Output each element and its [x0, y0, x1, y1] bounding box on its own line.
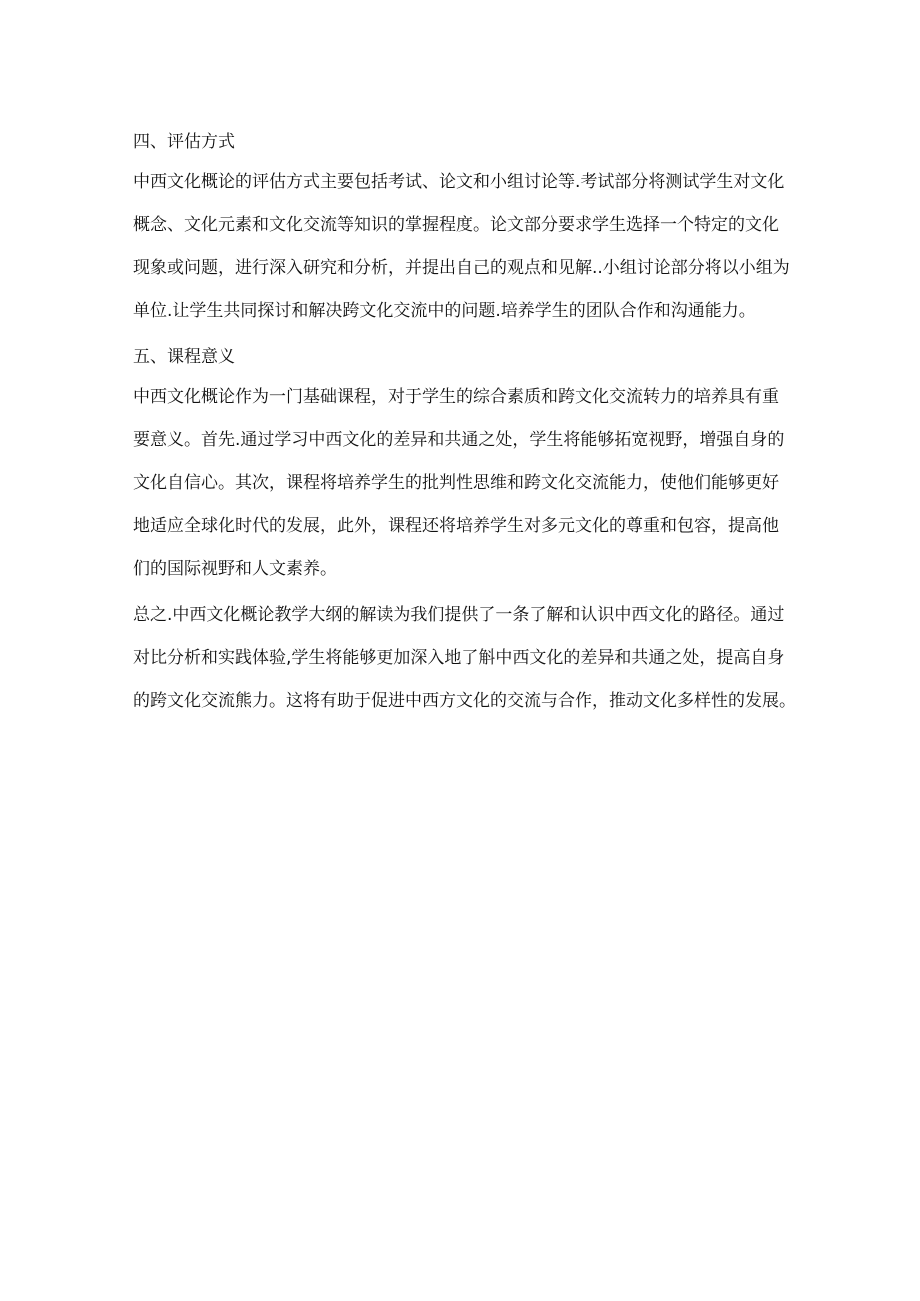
paragraph-line: 中西文化概论的评估方式主要包括考试、论文和小组讨论等.考试部分将测试学生对文化 — [133, 172, 785, 192]
paragraph-line: 单位.让学生共同探讨和解决跨文化交流中的问题.培养学生的团队合作和沟通能力。 — [133, 301, 756, 321]
paragraph-line: 文化自信心。其次，课程将培养学生的批判性思维和跨文化交流能力，使他们能够更好 — [133, 473, 779, 493]
document-body — [133, 124, 796, 729]
conclusion-paragraph — [133, 597, 796, 726]
paragraph-line: 的跨文化交流熊力。这将有助于促进中西方文化的交流与合作，推动文化多样性的发展。 — [133, 691, 796, 711]
paragraph-line: 们的国际视野和人文素养。 — [133, 559, 337, 579]
paragraph-line: 对比分析和实践体验,学生将能够更加深入地了斛中西文化的差异和共通之处，提高自身 — [133, 648, 785, 668]
section-heading-assessment: 四、评估方式 — [133, 132, 235, 152]
paragraph-line: 地适应全球化时代的发展，此外，课程还将培养学生对多元文化的尊重和包容，提高他 — [133, 516, 779, 536]
paragraph-line: 总之.中西文化概论教学大纲的解读为我们提供了一条了解和认识中西文化的路径。通过 — [133, 605, 785, 625]
paragraph-line: 概念、文化元素和文化交流等知识的掌握程度。论文部分要求学生选择一个特定的文化 — [133, 215, 779, 235]
assessment-paragraph — [133, 164, 793, 336]
paragraph-line: 要意义。首先.通过学习中西文化的差异和共通之处，学生将能够拓宽视野，增强自身的 — [133, 430, 785, 450]
section-heading-significance: 五、课程意义 — [133, 347, 235, 367]
paragraph-line: 现象或问题，进行深入研究和分析，并提出自己的观点和见解..小组讨论部分将以小组为 — [133, 258, 790, 278]
paragraph-line: 中西文化概论作为一门基础课程，对于学生的综合素质和跨文化交流转力的培养具有重 — [133, 387, 779, 407]
significance-paragraph — [133, 379, 793, 594]
